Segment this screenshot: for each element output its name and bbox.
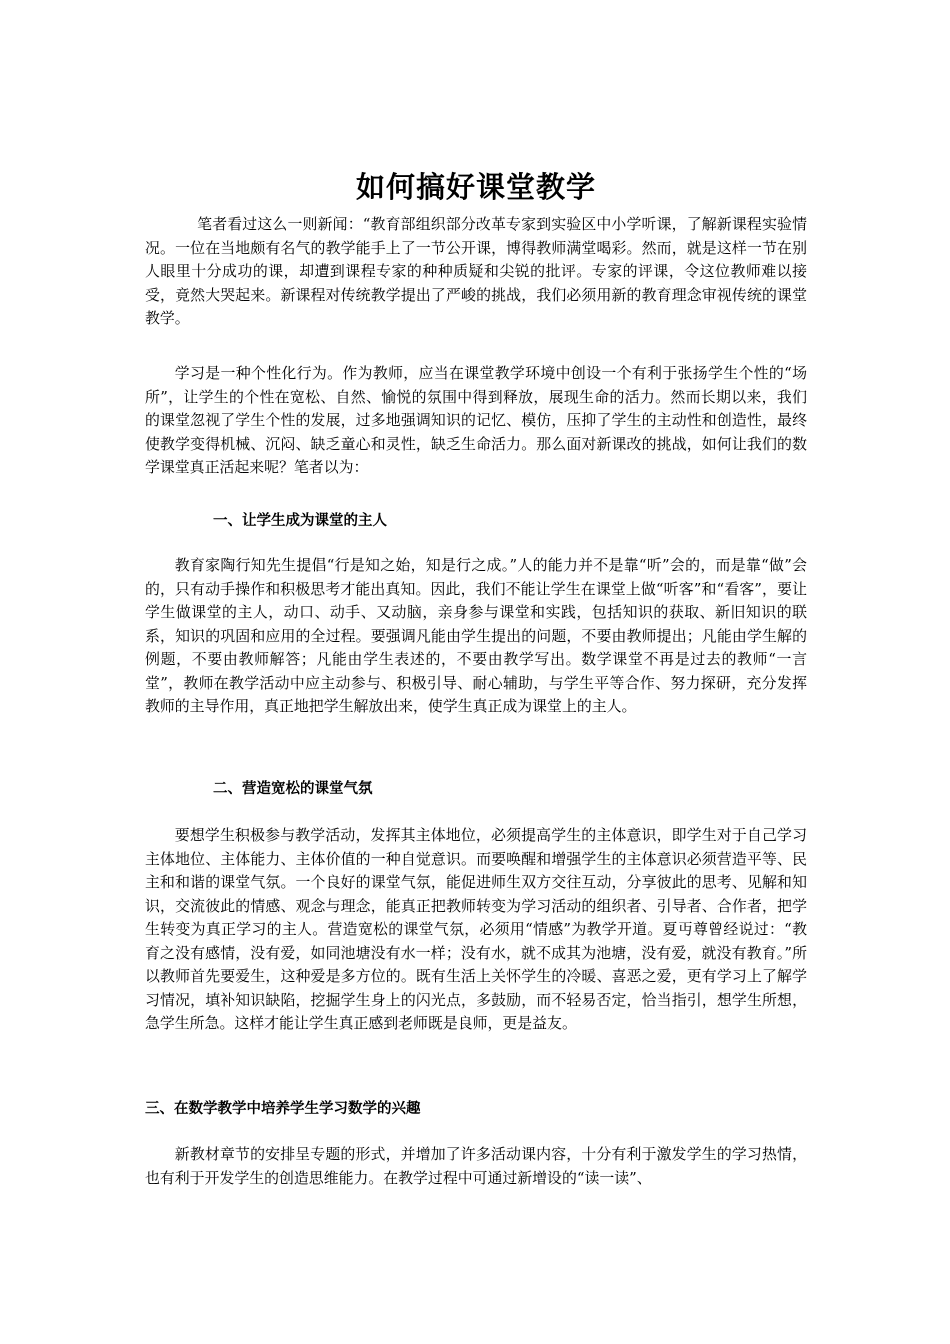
section-2-heading: 二、营造宽松的课堂气氛 bbox=[213, 781, 373, 797]
section-2-body: 要想学生积极参与教学活动，发挥其主体地位，必须提高学生的主体意识，即学生对于自己学习主体地位、主体能力、主体价值的一种自觉意识。而要唤醒和增强学生的主体意识必须营造平等、民主和和谐的课堂气氛。一个良好的课堂气氛，能促进师生双方交往互动，分享彼此的思考、见解和知识，交流彼此的情感、观念与理念，能真正把教师转变为学习活动的组织者、引导者、合作者，把学生转变为真正学习的主人。营造宽松的课堂气氛，必须用“情感”为教学开道。夏丏尊曾经说过：“教育之没有感情，没有爱，如同池塘没有水一样；没有水，就不成其为池塘，没有爱，就没有教育。”所以教师首先要爱生，这种爱是多方位的。既有生活上关怀学生的冷暖、喜恶之爱，更有学习上了解学习情况，填补知识缺陷，挖掘学生身上的闪光点，多鼓励，而不轻易否定，恰当指引，想学生所想，急学生所急。这样才能让学生真正感到老师既是良师，更是益友。 bbox=[145, 826, 807, 1032]
section-3-body: 新教材章节的安排呈专题的形式，并增加了许多活动课内容，十分有利于激发学生的学习热情，也有利于开发学生的创造思维能力。在教学过程中可通过新增设的“读一读”、 bbox=[145, 1145, 807, 1187]
document-title: 如何搞好课堂教学 bbox=[355, 170, 596, 205]
paragraph-individuality: 学习是一种个性化行为。作为教师，应当在课堂教学环境中创设一个有利于张扬学生个性的“场所”，让学生的个性在宽松、自然、愉悦的氛围中得到释放，展现生命的活力。然而长期以来，我们的课堂忽视了学生个性的发展，过多地强调知识的记忆、模仿，压抑了学生的主动性和创造性，最终使教学变得机械、沉闷、缺乏童心和灵性，缺乏生命活力。那么面对新课改的挑战，如何让我们的数学课堂真正活起来呢？笔者以为： bbox=[145, 364, 807, 476]
intro-paragraph: 笔者看过这么一则新闻：“教育部组织部分改革专家到实验区中小学听课，了解新课程实验情况。一位在当地颇有名气的教学能手上了一节公开课，博得教师满堂喝彩。然而，就是这样一节在别人眼里十分成功的课，却遭到课程专家的种种质疑和尖锐的批评。专家的评课，令这位教师难以接受，竟然大哭起来。新课程对传统教学提出了严峻的挑战，我们必须用新的教育理念审视传统的课堂教学。 bbox=[145, 215, 807, 327]
section-3-heading: 三、在数学教学中培养学生学习数学的兴趣 bbox=[145, 1101, 421, 1117]
section-1-heading: 一、让学生成为课堂的主人 bbox=[213, 513, 387, 529]
section-1-body: 教育家陶行知先生提倡“行是知之始，知是行之成。”人的能力并不是靠“听”会的，而是靠“做”会的，只有动手操作和积极思考才能出真知。因此，我们不能让学生在课堂上做“听客”和“看客”，要让学生做课堂的主人，动口、动手、又动脑，亲身参与课堂和实践，包括知识的获取、新旧知识的联系，知识的巩固和应用的全过程。要强调凡能由学生提出的问题，不要由教师提出；凡能由学生解的例题，不要由教师解答；凡能由学生表述的，不要由教学写出。数学课堂不再是过去的教师“一言堂”，教师在教学活动中应主动参与、积极引导、耐心辅助，与学生平等合作、努力探研，充分发挥教师的主导作用，真正地把学生解放出来，使学生真正成为课堂上的主人。 bbox=[145, 556, 807, 715]
